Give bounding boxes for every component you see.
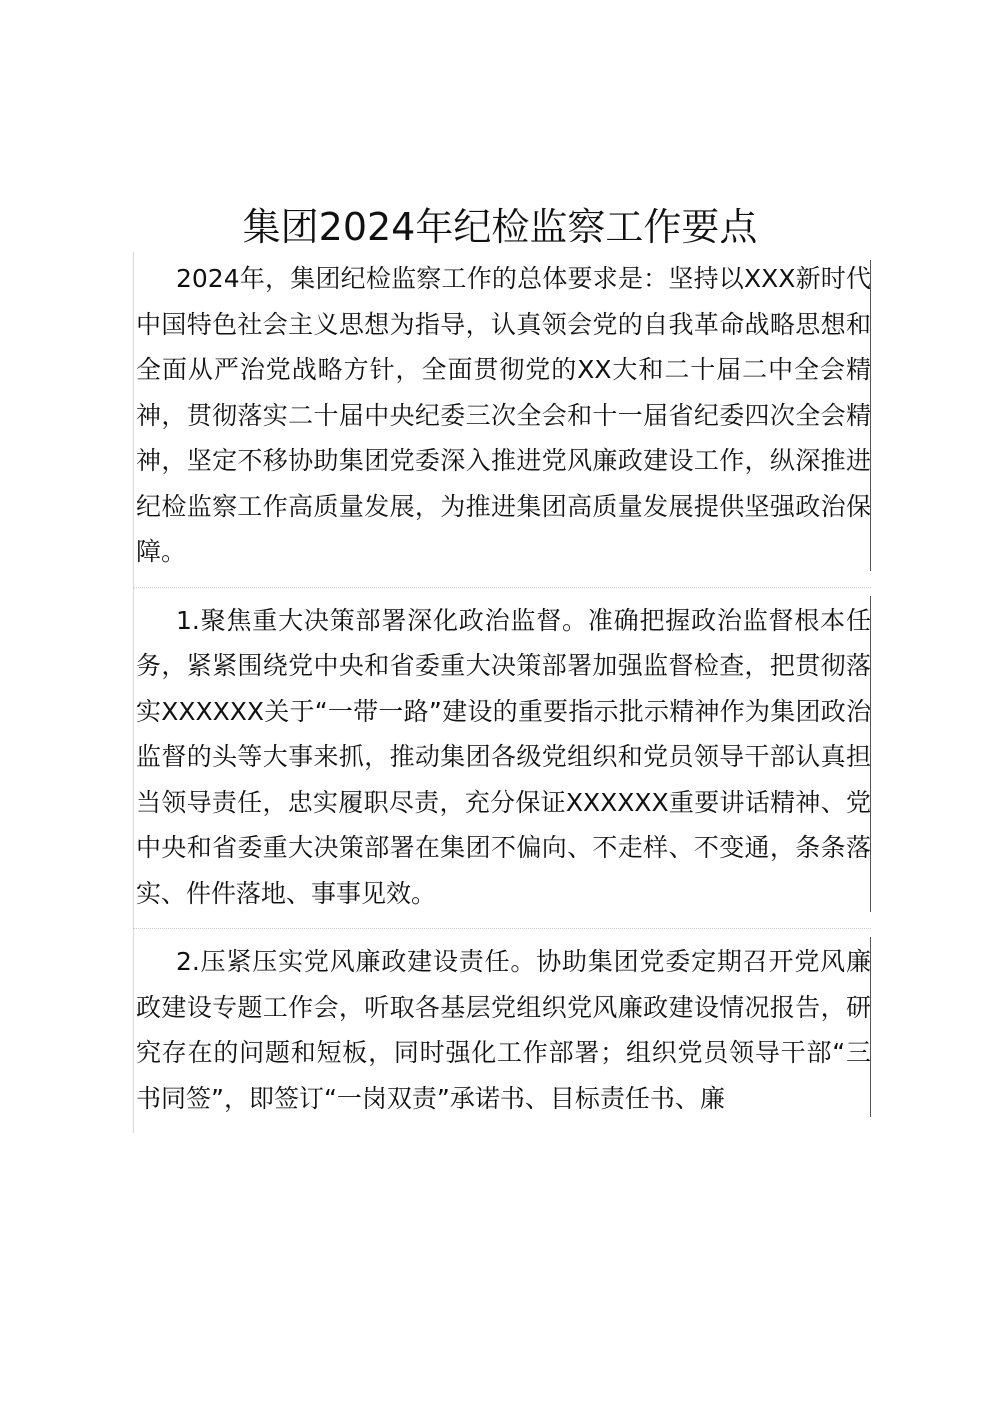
paragraph-intro: 2024年，集团纪检监察工作的总体要求是：坚持以XXX新时代中国特色社会主义思想为指导，认真领会党的自我革命战略思想和全面从严治党战略方针，全面贯彻党的XX大和二十届二中全会精神，贯彻落实二十届中央纪委三次全会和十一届省纪委四次全会精神，坚定不移协助集团党委深入推进党风廉政建设工作，纵深推进纪检监察工作高质量发展，为推进集团高质量发展提供坚强政治保障。 [133,252,871,587]
paragraph-item-2: 2.压紧压实党风廉政建设责任。协助集团党委定期召开党风廉政建设专题工作会，听取各基层党组织党风廉政建设情况报告，研究存在的问题和短板，同时强化工作部署；组织党员领导干部“三书同签”，即签订“一岗双责”承诺书、目标责任书、廉 [133,929,871,1133]
document-title: 集团2024年纪检监察工作要点 [242,205,758,250]
paragraph-item-1: 1.聚焦重大决策部署深化政治监督。准确把握政治监督根本任务，紧紧围绕党中央和省委重大决策部署加强监督检查，把贯彻落实XXXXXX关于“一带一路”建设的重要指示批示精神作为集团政治监督的头等大事来抓，推动集团各级党组织和党员领导干部认真担当领导责任，忠实履职尽责，充分保证XXXXXX重要讲话精神、党中央和省委重大决策部署在集团不偏向、不走样、不变通，条条落实、件件落地、事事见效。 [133,588,871,929]
document-body [133,252,871,1133]
